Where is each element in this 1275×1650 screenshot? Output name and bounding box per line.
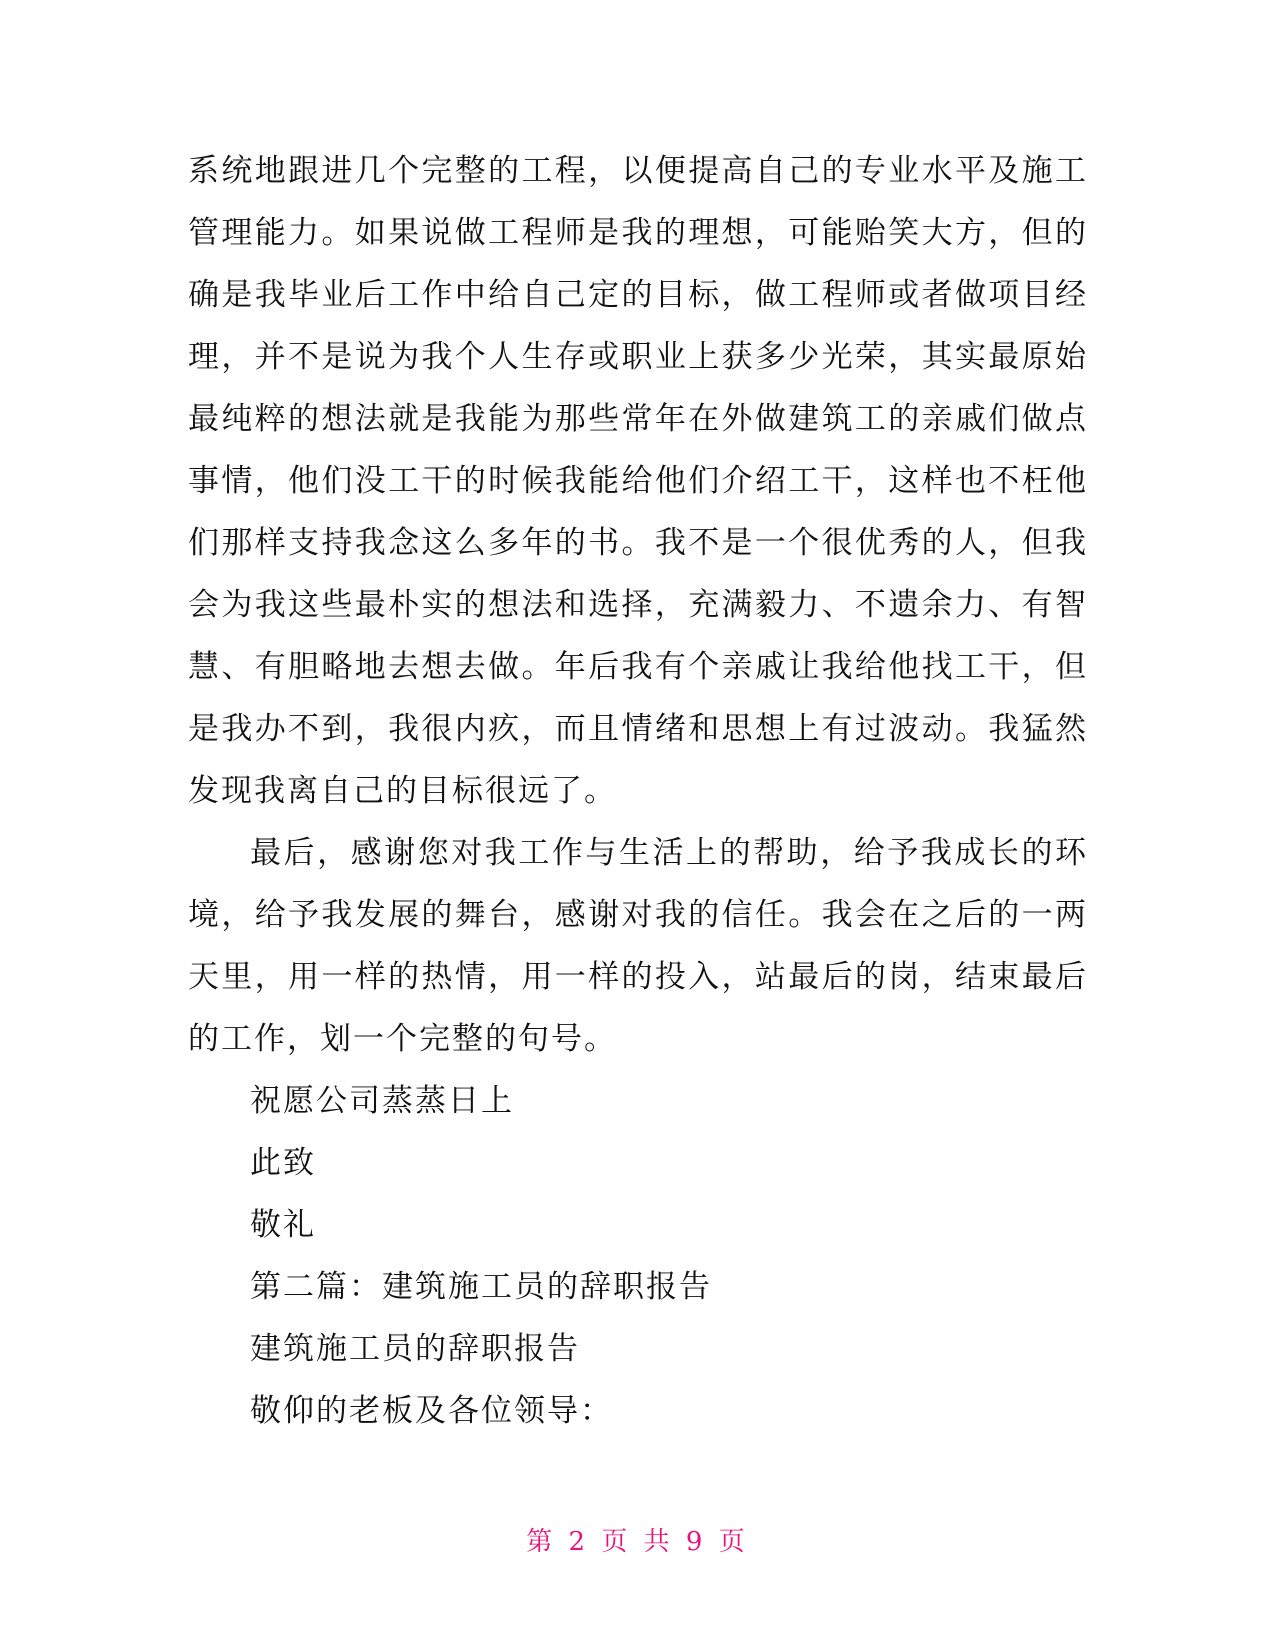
paragraph-2 <box>188 822 1088 1070</box>
closing-wish: 祝愿公司蒸蒸日上 <box>250 1083 514 1119</box>
paragraph-line: 事情，他们没工干的时候我能给他们介绍工干，这样也不枉他 <box>188 463 1088 499</box>
paragraph-line: 慧、有胆略地去想去做。年后我有个亲戚让我给他找工干，但 <box>188 649 1088 685</box>
closing-salute-2: 敬礼 <box>250 1207 316 1243</box>
paragraph-line: 们那样支持我念这么多年的书。我不是一个很优秀的人，但我 <box>188 525 1088 561</box>
paragraph-line: 境，给予我发展的舞台，感谢对我的信任。我会在之后的一两 <box>188 897 1088 933</box>
report-title: 建筑施工员的辞职报告 <box>250 1331 580 1367</box>
greeting: 敬仰的老板及各位领导： <box>250 1393 613 1429</box>
closing-salute-1: 此致 <box>250 1145 316 1181</box>
paragraph-line: 的工作，划一个完整的句号。 <box>188 1021 617 1057</box>
paragraph-line: 发现我离自己的目标很远了。 <box>188 773 617 809</box>
paragraph-line: 系统地跟进几个完整的工程，以便提高自己的专业水平及施工 <box>188 153 1088 189</box>
document-body <box>188 140 1088 1442</box>
paragraph-line: 确是我毕业后工作中给自己定的目标，做工程师或者做项目经 <box>188 277 1088 313</box>
paragraph-line: 理，并不是说为我个人生存或职业上获多少光荣，其实最原始 <box>188 339 1088 375</box>
paragraph-line: 天里，用一样的热情，用一样的投入，站最后的岗，结束最后 <box>188 959 1088 995</box>
paragraph-line: 管理能力。如果说做工程师是我的理想，可能贻笑大方，但的 <box>188 215 1088 251</box>
paragraph-line: 是我办不到，我很内疚，而且情绪和思想上有过波动。我猛然 <box>188 711 1088 747</box>
paragraph-1 <box>188 140 1088 822</box>
paragraph-line: 会为我这些最朴实的想法和选择，充满毅力、不遗余力、有智 <box>188 587 1088 623</box>
paragraph-line: 最纯粹的想法就是我能为那些常年在外做建筑工的亲戚们做点 <box>188 401 1088 437</box>
section-title: 第二篇：建筑施工员的辞职报告 <box>250 1269 712 1305</box>
paragraph-line: 最后，感谢您对我工作与生活上的帮助，给予我成长的环 <box>250 835 1088 871</box>
page-number-footer: 第 2 页 共 9 页 <box>526 1527 749 1557</box>
